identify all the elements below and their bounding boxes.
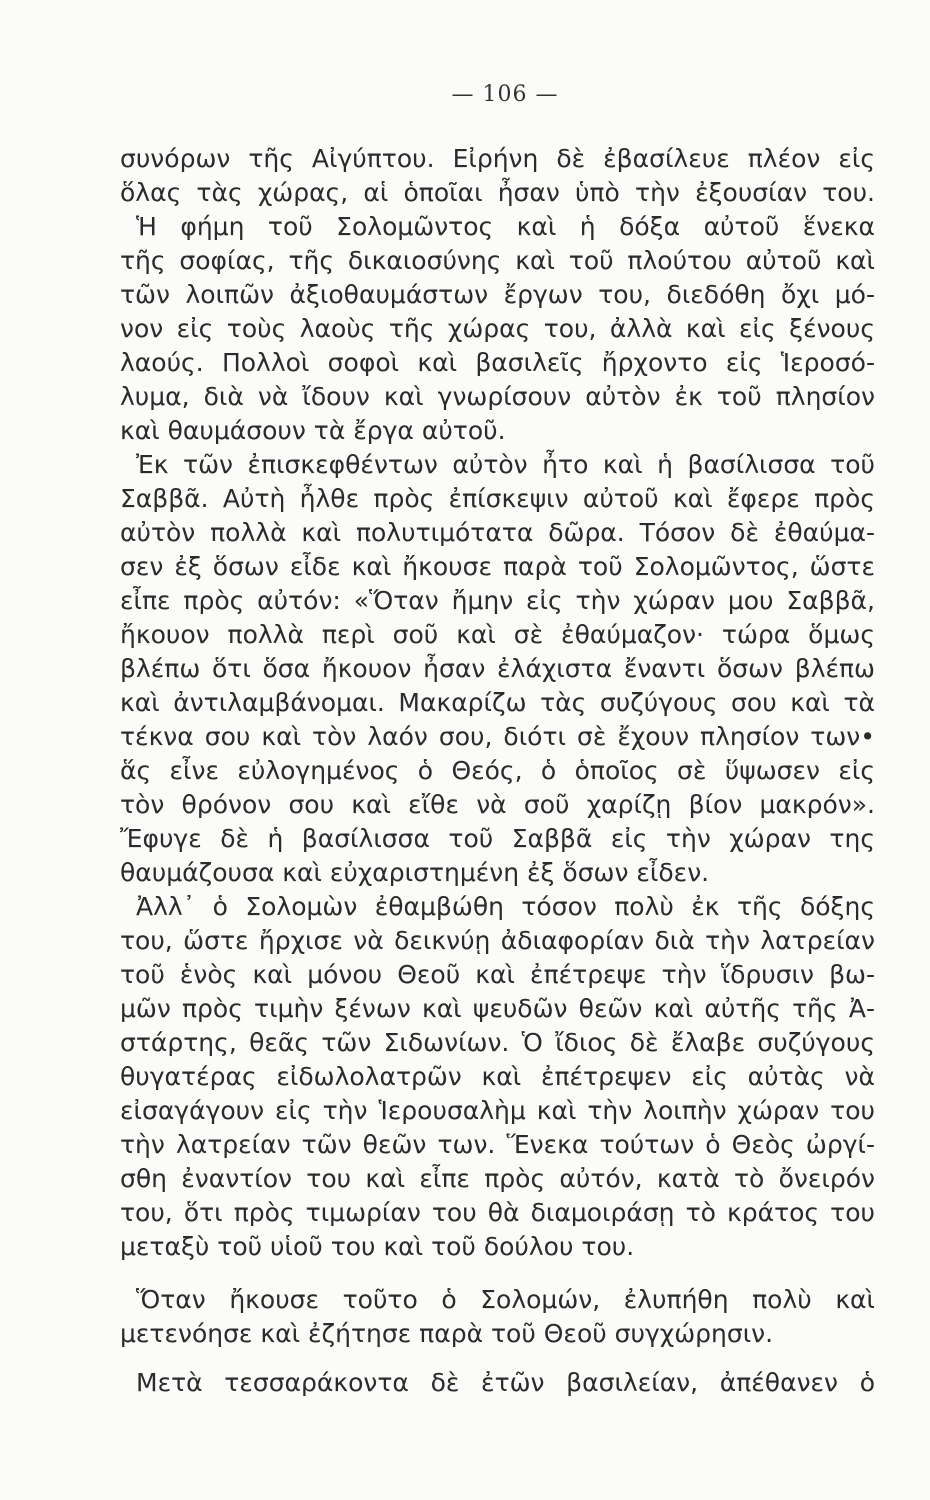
- text-line: τοῦ ἑνὸς καὶ μόνου Θεοῦ καὶ ἐπέτρεψε τὴν ἵδρυσιν βω-: [120, 960, 875, 989]
- text-line: στάρτης, θεᾶς τῶν Σιδωνίων. Ὁ ἴδιος δὲ ἔλαβε συζύγους: [120, 1028, 875, 1057]
- text-line: Ὅταν ἤκουσε τοῦτο ὁ Σολομών, ἐλυπήθη πολὺ καὶ: [136, 1285, 875, 1314]
- text-line: μετενόησε καὶ ἐζήτησε παρὰ τοῦ Θεοῦ συγχώρησιν.: [120, 1319, 774, 1348]
- text-line: νον εἰς τοὺς λαοὺς τῆς χώρας του, ἀλλὰ καὶ εἰς ξένους: [120, 314, 875, 343]
- text-line: συνόρων τῆς Αἰγύπτου. Εἰρήνη δὲ ἐβασίλευε πλέον εἰς: [120, 144, 875, 173]
- text-line: Ἔφυγε δὲ ἡ βασίλισσα τοῦ Σαββᾶ εἰς τὴν χώραν της: [120, 824, 875, 853]
- text-line: Μετὰ τεσσαράκοντα δὲ ἐτῶν βασιλείαν, ἀπέθανεν ὁ: [136, 1368, 875, 1397]
- text-line: εἶπε πρὸς αὐτόν: «Ὅταν ἤμην εἰς τὴν χώραν μου Σαββᾶ,: [120, 586, 875, 615]
- text-line: σθη ἐναντίον του καὶ εἶπε πρὸς αὐτόν, κατὰ τὸ ὄνειρόν: [120, 1164, 875, 1193]
- text-line: Ἐκ τῶν ἐπισκεφθέντων αὐτὸν ἦτο καὶ ἡ βασίλισσα τοῦ: [136, 450, 875, 479]
- text-line: εἰσαγάγουν εἰς τὴν Ἱερουσαλὴμ καὶ τὴν λοιπὴν χώραν του: [120, 1096, 875, 1125]
- text-line: Ἡ φήμη τοῦ Σολομῶντος καὶ ἡ δόξα αὐτοῦ ἕνεκα: [136, 212, 875, 241]
- text-line: βλέπω ὅτι ὅσα ἤκουον ἦσαν ἐλάχιστα ἔναντι ὅσων βλέπω: [120, 654, 875, 683]
- text-line: τῶν λοιπῶν ἀξιοθαυμάστων ἔργων του, διεδόθη ὄχι μό-: [120, 280, 875, 309]
- text-line: λαούς. Πολλοὶ σοφοὶ καὶ βασιλεῖς ἤρχοντο εἰς Ἱεροσό-: [120, 348, 875, 377]
- text-line: μῶν πρὸς τιμὴν ξένων καὶ ψευδῶν θεῶν καὶ αὐτῆς τῆς Ἀ-: [120, 994, 875, 1023]
- text-line: τῆς σοφίας, τῆς δικαιοσύνης καὶ τοῦ πλούτου αὐτοῦ καὶ: [120, 246, 875, 275]
- text-line: μεταξὺ τοῦ υἱοῦ του καὶ τοῦ δούλου του.: [120, 1232, 635, 1261]
- text-line: Σαββᾶ. Αὐτὴ ἦλθε πρὸς ἐπίσκεψιν αὐτοῦ καὶ ἔφερε πρὸς: [120, 484, 875, 513]
- text-line: Ἀλλ᾽ ὁ Σολομὼν ἐθαμβώθη τόσον πολὺ ἐκ τῆς δόξης: [136, 892, 875, 921]
- text-line: σεν ἐξ ὅσων εἶδε καὶ ἤκουσε παρὰ τοῦ Σολομῶντος, ὥστε: [120, 552, 875, 581]
- text-line: του, ὅτι πρὸς τιμωρίαν του θὰ διαμοιράσῃ τὸ κράτος του: [120, 1198, 875, 1227]
- text-line: τέκνα σου καὶ τὸν λαόν σου, διότι σὲ ἔχουν πλησίον των•: [120, 722, 875, 751]
- text-line: τὴν λατρείαν τῶν θεῶν των. Ἕνεκα τούτων ὁ Θεὸς ὠργί-: [120, 1130, 875, 1159]
- text-line: θαυμάζουσα καὶ εὐχαριστημένη ἐξ ὅσων εἶδεν.: [120, 858, 710, 887]
- text-line: ἤκουον πολλὰ περὶ σοῦ καὶ σὲ ἐθαύμαζον· τώρα ὅμως: [120, 620, 875, 649]
- text-line: του, ὥστε ἤρχισε νὰ δεικνύῃ ἀδιαφορίαν διὰ τὴν λατρείαν: [120, 926, 875, 955]
- text-line: αὐτὸν πολλὰ καὶ πολυτιμότατα δῶρα. Τόσον δὲ ἐθαύμα-: [120, 518, 875, 547]
- text-line: καὶ θαυμάσουν τὰ ἔργα αὐτοῦ.: [120, 416, 506, 445]
- text-line: ὅλας τὰς χώρας, αἱ ὁποῖαι ἦσαν ὑπὸ τὴν ἐξουσίαν του.: [120, 178, 875, 207]
- text-line: θυγατέρας εἰδωλολατρῶν καὶ ἐπέτρεψεν εἰς αὐτὰς νὰ: [120, 1062, 875, 1091]
- page-number: — 106 —: [451, 82, 559, 107]
- text-line: καὶ ἀντιλαμβάνομαι. Μακαρίζω τὰς συζύγους σου καὶ τὰ: [120, 688, 875, 717]
- text-line: λυμα, διὰ νὰ ἴδουν καὶ γνωρίσουν αὐτὸν ἐκ τοῦ πλησίον: [120, 382, 875, 411]
- text-line: τὸν θρόνον σου καὶ εἴθε νὰ σοῦ χαρίζῃ βίον μακρόν».: [120, 790, 875, 819]
- text-line: ἅς εἶνε εὐλογημένος ὁ Θεός, ὁ ὁποῖος σὲ ὕψωσεν εἰς: [120, 756, 875, 785]
